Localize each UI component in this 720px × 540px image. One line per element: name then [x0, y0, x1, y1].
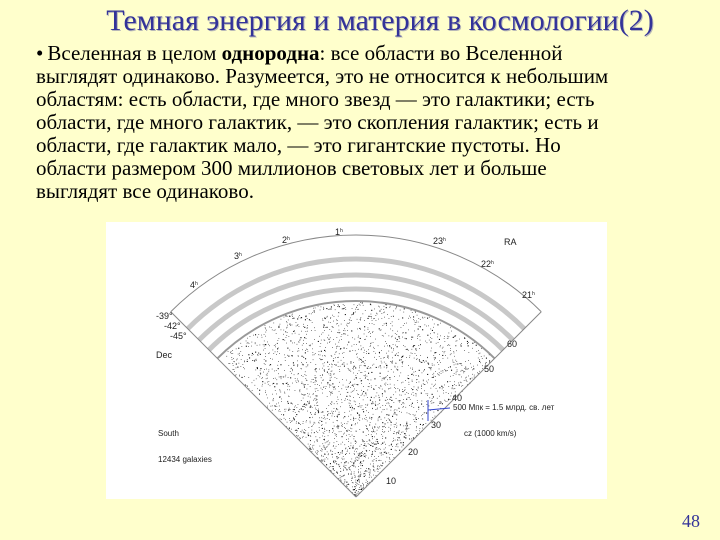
wedge-arc	[217, 301, 494, 358]
page-number: 48	[682, 511, 700, 531]
ra-label-23h: 23$^h$	[433, 236, 446, 246]
dec-label-42: -42°	[164, 321, 181, 331]
text-line-6: области размером 300 миллионов световых лет и больше	[36, 156, 547, 180]
text-line-4: области, где много галактик, — это скопления галактик; есть и	[36, 110, 599, 134]
text-line-7: выглядят все одинаково.	[36, 179, 254, 203]
emphasis-homogeneous: однородна	[221, 41, 320, 65]
scale-arrow	[428, 408, 450, 410]
distance-tick-10: 10	[386, 476, 397, 486]
ra-label-4h: 4$^h$	[190, 280, 198, 290]
scale-annotation: 500 Мпк = 1.5 млрд. св. лет	[453, 403, 555, 412]
bullet-icon: •	[36, 41, 44, 65]
ra-label-21h: 21$^h$	[522, 290, 535, 300]
wedge-arc	[188, 259, 525, 329]
slide-title: Темная энергия и материя в космологии(2)	[106, 4, 654, 37]
text-line-2: выглядят одинаково. Разумеется, это не относится к небольшим	[36, 64, 609, 88]
body-paragraph	[36, 42, 696, 203]
text-segment: Вселенная в целом	[47, 41, 222, 65]
distance-unit-label: cz (1000 km/s)	[464, 429, 517, 438]
ra-axis-label: RA	[504, 237, 517, 247]
dec-label-45: -45°	[170, 331, 187, 341]
text-line-5: области, где галактик мало, — это гигантские пустоты. Но	[36, 133, 561, 157]
distance-tick-50: 50	[484, 364, 495, 374]
distance-tick-40: 40	[452, 393, 463, 403]
ra-label-3h: 3$^h$	[234, 251, 242, 261]
distance-tick-60: 60	[507, 339, 518, 349]
galaxy-count-label: 12434 galaxies	[158, 455, 212, 464]
text-line-3: областям: есть области, где много звезд — это галактики; есть	[36, 87, 595, 111]
ra-label-1h: 1$^h$	[335, 227, 343, 237]
hemisphere-label: South	[158, 429, 179, 438]
distance-tick-20: 20	[408, 447, 419, 457]
dec-label-39: -39°	[156, 311, 173, 321]
distance-tick-30: 30	[431, 420, 442, 430]
text-line-1	[36, 42, 696, 65]
galaxy-survey-figure	[106, 222, 607, 499]
text-segment: : все области во Вселенной	[319, 41, 563, 65]
redshift-wedge-plot	[106, 222, 607, 499]
ra-label-22h: 22$^h$	[481, 259, 494, 269]
dec-axis-label: Dec	[156, 350, 173, 360]
ra-label-2h: 2$^h$	[282, 235, 290, 245]
wedge-edge-left	[171, 312, 356, 497]
